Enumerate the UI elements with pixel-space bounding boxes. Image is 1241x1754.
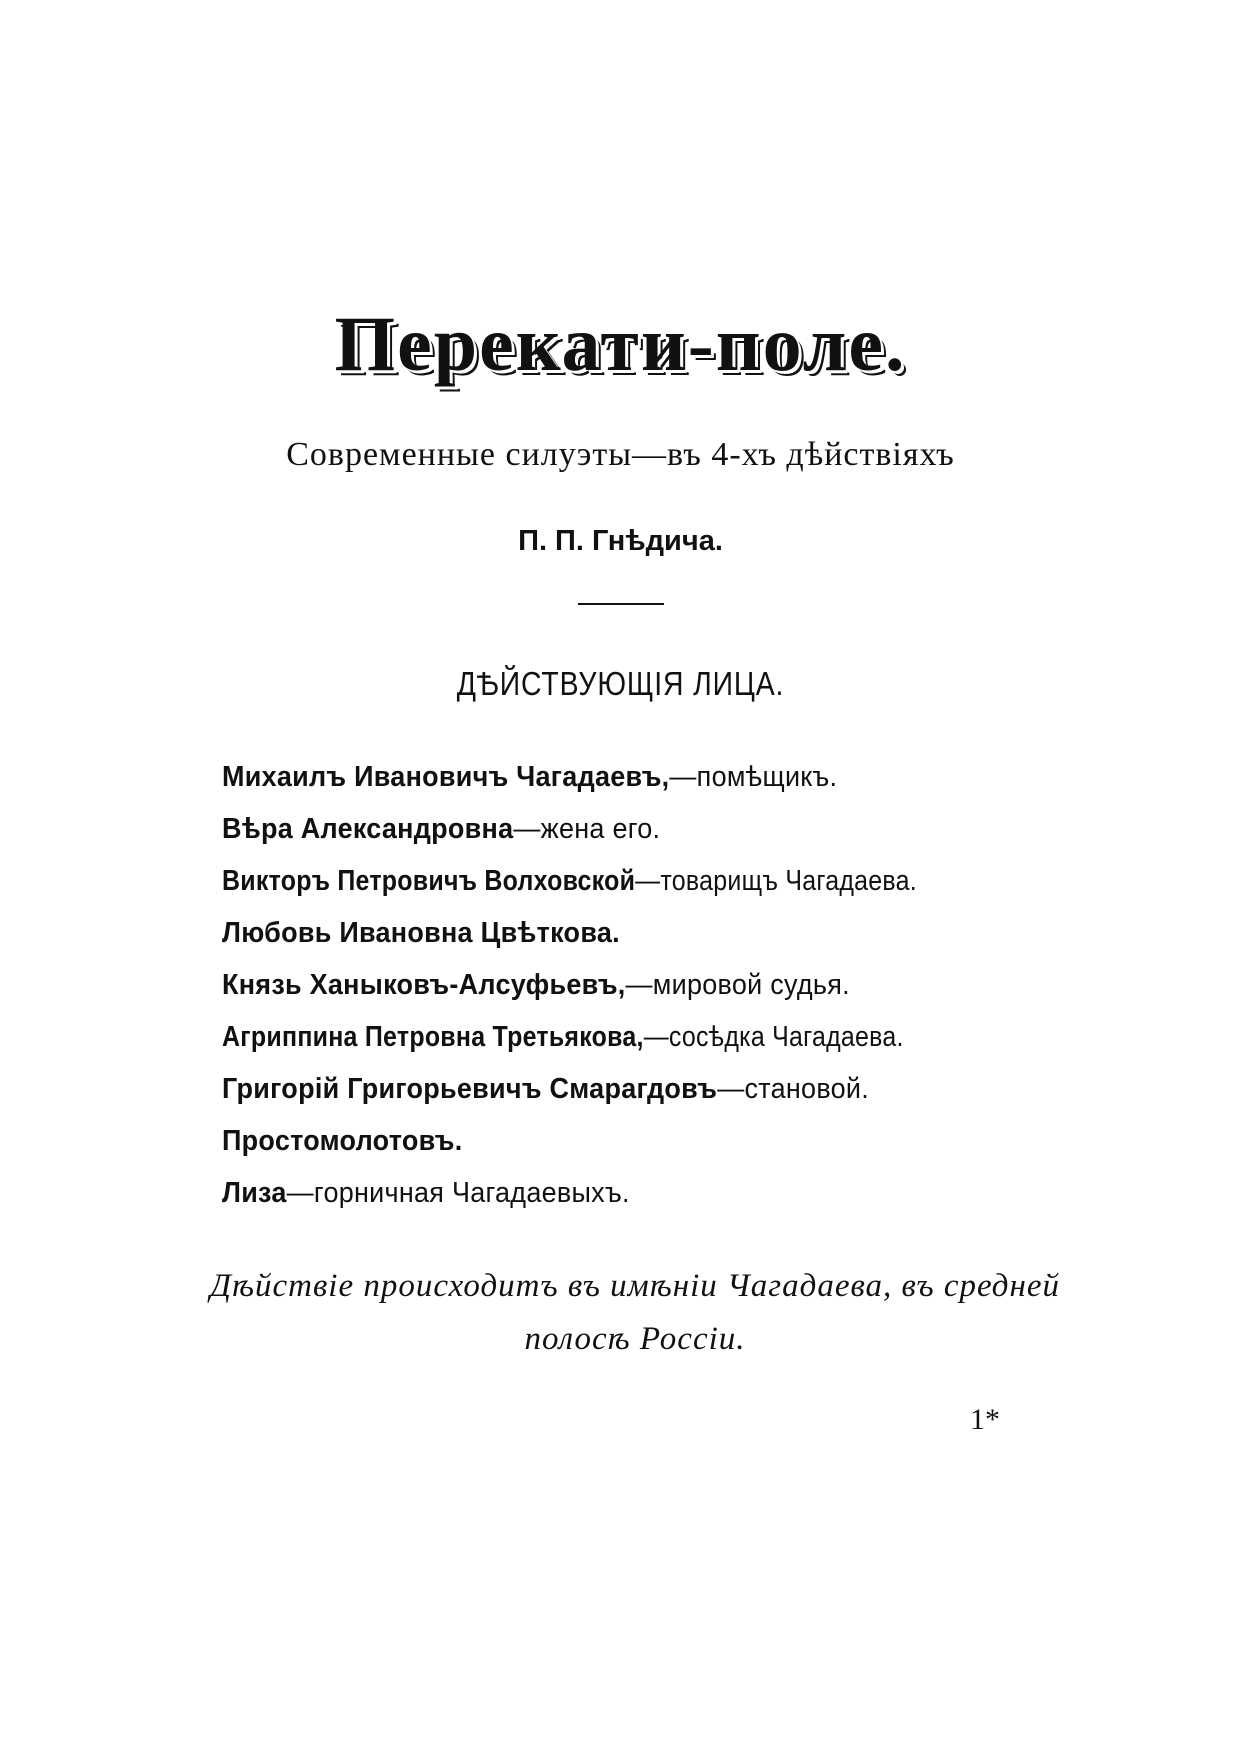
cast-role: —сосѣдка Чагадаева.	[643, 1021, 904, 1053]
play-subtitle: Современные силуэты—въ 4-хъ дѣйствіяхъ	[286, 436, 955, 473]
cast-item	[222, 1018, 1022, 1070]
divider-rule	[578, 603, 664, 605]
cast-name: Михаилъ Ивановичъ Чагадаевъ,	[222, 761, 670, 793]
cast-role: —мировой судья.	[625, 969, 850, 1001]
cast-name: Князь Ханыковъ-Алсуфьевъ,	[222, 969, 626, 1001]
cast-role: —горничная Чагадаевыхъ.	[286, 1177, 630, 1209]
cast-heading: ДѢЙСТВУЮЩІЯ ЛИЦА.	[456, 665, 785, 702]
cast-name: Агриппина Петровна Третьякова,	[222, 1021, 644, 1053]
cast-name: Григорій Григорьевичъ Смарагдовъ	[222, 1073, 718, 1105]
cast-item	[222, 1174, 1087, 1226]
cast-item	[222, 810, 1087, 862]
cast-name: Викторъ Петровичъ Волховской	[222, 865, 636, 897]
cast-item	[222, 1122, 1087, 1174]
cast-item	[222, 862, 1022, 914]
cast-list	[222, 758, 1152, 1226]
author-name: П. П. Гнѣдича.	[518, 525, 723, 557]
cast-name: Любовь Ивановна Цвѣткова.	[222, 917, 620, 949]
play-title: Перекати-поле.	[334, 300, 907, 387]
cast-name: Простомолотовъ.	[222, 1125, 463, 1157]
setting-note: Дѣйствіе происходитъ въ имѣніи Чагадаева, въ средней полосѣ Россіи.	[210, 1268, 1061, 1357]
cast-role: —товарищъ Чагадаева.	[635, 865, 917, 897]
page-number: 1*	[970, 1403, 1000, 1436]
cast-name: Лиза	[222, 1177, 287, 1209]
cast-name: Вѣра Александровна	[222, 813, 514, 845]
cast-item	[222, 1070, 1087, 1122]
cast-item	[222, 758, 1087, 810]
cast-role: —становой.	[717, 1073, 870, 1105]
cast-role: —помѣщикъ.	[669, 761, 838, 793]
cast-item	[222, 966, 1087, 1018]
cast-item	[222, 914, 1087, 966]
cast-role: —жена его.	[513, 813, 661, 845]
